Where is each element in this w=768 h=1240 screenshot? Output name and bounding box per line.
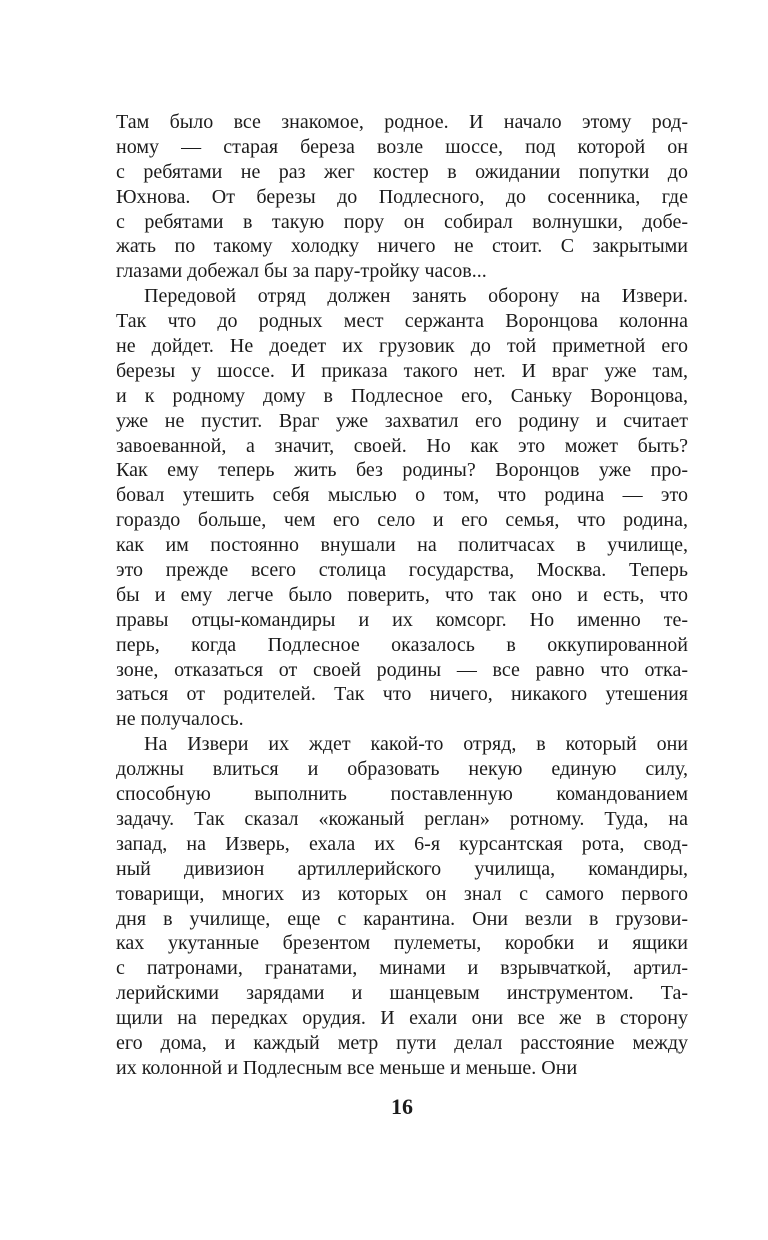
text-line: Как ему теперь жить без родины? Воронцов уже про- xyxy=(116,459,688,482)
text-line: бовал утешить себя мыслью о том, что родина — это xyxy=(116,484,688,507)
text-line: зоне, отказаться от своей родины — все равно что отка- xyxy=(116,658,688,681)
text-line: заться от родителей. Так что ничего, никакого утешения xyxy=(116,683,688,706)
text-line: гораздо больше, чем его село и его семья, что родина, xyxy=(116,509,688,532)
text-line: его дома, и каждый метр пути делал расстояние между xyxy=(116,1031,688,1054)
text-line: завоеванной, а значит, своей. Но как это может быть? xyxy=(116,434,688,457)
text-line: уже не пустит. Враг уже захватил его родину и считает xyxy=(116,409,688,432)
text-line: ному — старая береза возле шоссе, под которой он xyxy=(116,135,688,158)
text-line: как им постоянно внушали на политчасах в училище, xyxy=(116,534,688,557)
text-line: товарищи, многих из которых он знал с самого первого xyxy=(116,882,688,905)
text-line: глазами добежал бы за пару-тройку часов... xyxy=(116,260,487,283)
text-line: жать по такому холодку ничего не стоит. С закрытыми xyxy=(116,235,688,258)
text-line: задачу. Так сказал «кожаный реглан» ротному. Туда, на xyxy=(116,807,688,830)
text-line: запад, на Изверь, ехала их 6-я курсантская рота, свод- xyxy=(116,832,688,855)
text-line: Так что до родных мест сержанта Воронцова колонна xyxy=(116,310,688,333)
text-line: с ребятами не раз жег костер в ожидании попутки до xyxy=(116,160,688,183)
page-number: 16 xyxy=(391,1094,413,1119)
text-line: На Извери их ждет какой-то отряд, в который они xyxy=(144,733,688,756)
text-line: бы и ему легче было поверить, что так оно и есть, что xyxy=(116,583,688,606)
paragraph xyxy=(116,110,688,284)
paragraph xyxy=(116,284,688,732)
text-line: не дойдет. Не доедет их грузовик до той приметной его xyxy=(116,335,688,358)
text-line: их колонной и Подлесным все меньше и меньше. Они xyxy=(116,1056,578,1079)
text-line: щили на передках орудия. И ехали они все же в сторону xyxy=(116,1007,688,1030)
text-line: березы у шоссе. И приказа такого нет. И враг уже там, xyxy=(116,359,688,382)
text-line: Там было все знакомое, родное. И начало этому род- xyxy=(116,111,688,133)
text-line: и к родному дому в Подлесное его, Саньку Воронцова, xyxy=(116,384,688,407)
text-line: должны влиться и образовать некую единую силу, xyxy=(116,758,688,781)
text-line: правы отцы-командиры и их комсорг. Но именно те- xyxy=(116,608,688,631)
text-line: способную выполнить поставленную командованием xyxy=(116,783,688,806)
text-line: лерийскими зарядами и шанцевым инструментом. Та- xyxy=(116,982,688,1005)
text-line: Юхнова. От березы до Подлесного, до сосенника, где xyxy=(116,185,688,208)
text-line: ный дивизион артиллерийского училища, командиры, xyxy=(116,857,688,880)
page-text xyxy=(116,110,688,1081)
text-line: Передовой отряд должен занять оборону на Извери. xyxy=(144,285,688,308)
text-line: не получалось. xyxy=(116,708,244,731)
paragraph xyxy=(116,732,688,1080)
text-line: с ребятами в такую пору он собирал волнушки, добе- xyxy=(116,210,688,233)
text-line: с патронами, гранатами, минами и взрывчаткой, артил- xyxy=(116,957,688,980)
text-line: дня в училище, еще с карантина. Они везли в грузови- xyxy=(116,907,688,930)
text-line: перь, когда Подлесное оказалось в оккупированной xyxy=(116,633,688,656)
text-line: ках укутанные брезентом пулеметы, коробки и ящики xyxy=(116,932,688,955)
text-line: это прежде всего столица государства, Москва. Теперь xyxy=(116,559,688,582)
